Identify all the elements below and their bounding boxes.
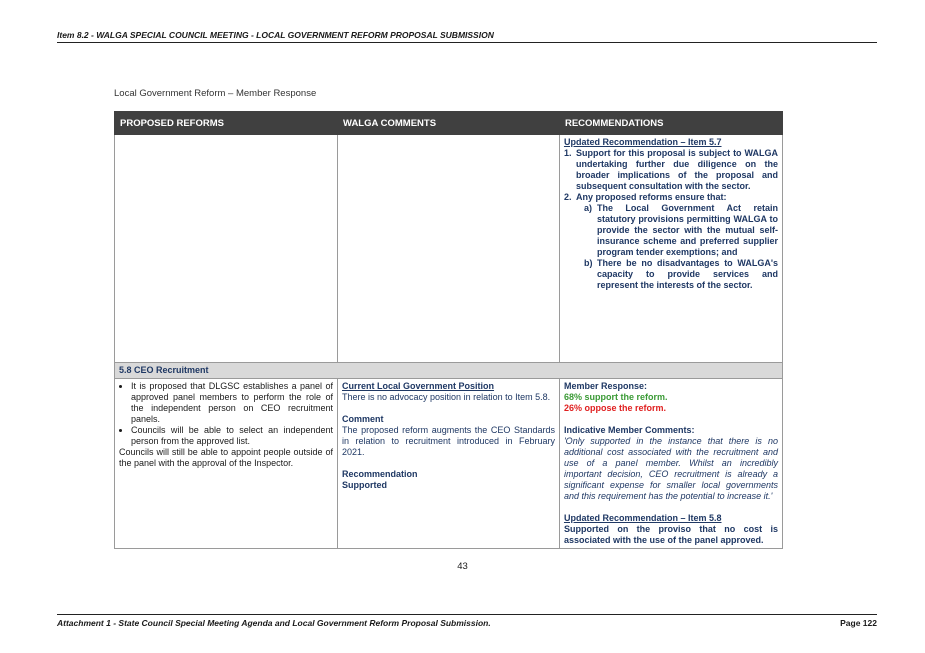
member-response-heading: Member Response: [563, 381, 647, 391]
rec-item-1-text: Support for this proposal is subject to WALGA undertaking further due diligence on the broader implications of the proposal and subsequent consultation with the sector. [575, 148, 778, 191]
footer-page-label: Page 122 [840, 618, 877, 628]
updated-recommendation-5-8-heading: Updated Recommendation – Item 5.8 [563, 513, 722, 523]
section-title: 5.8 CEO Recruitment [115, 363, 783, 379]
header-recommendations: RECOMMENDATIONS [559, 112, 782, 135]
reform-table [114, 111, 783, 549]
indicative-comments-heading: Indicative Member Comments: [563, 425, 695, 435]
page-subtitle: Local Government Reform – Member Response [114, 88, 317, 99]
page-number: 43 [457, 561, 468, 572]
comment-text: The proposed reform augments the CEO Standards in relation to recruitment introduced in February 2021. [342, 425, 555, 457]
comment-heading: Comment [342, 414, 384, 424]
rec-item-2-text: Any proposed reforms ensure that: [575, 192, 727, 202]
reform-bullet-list [119, 381, 333, 447]
row1-reforms-cell [115, 135, 338, 363]
support-percentage: 68% support the reform. [563, 392, 668, 402]
row2-recommendations-cell [559, 379, 782, 549]
rec-sub-b-text: There be no disadvantages to WALGA's capacity to provide services and represent the interests of the sector. [596, 258, 778, 290]
updated-recommendation-5-7-heading: Updated Recommendation – Item 5.7 [563, 137, 722, 147]
row2-reforms-cell [115, 379, 338, 549]
header-proposed-reforms: PROPOSED REFORMS [115, 112, 338, 135]
row1-recommendations-cell [559, 135, 782, 363]
rec-sub-b [564, 258, 778, 291]
rec-item-1 [564, 148, 778, 192]
reform-bullet-2: • Councils will be able to select an independent person from the approved list. [131, 425, 333, 447]
indicative-comments-text: 'Only supported in the instance that there is no additional cost associated with the recruitment and use of a panel member. Whilst an incredibly important decision, CEO recruitment is already a significant expense for smaller local governments and this requirement has the potential to increase it.' [563, 436, 778, 501]
rec-sub-a-text: The Local Government Act retain statutory provisions permitting WALGA to provide the sector with the mutual self-insurance scheme and preferred supplier program tender exemptions; and [596, 203, 778, 257]
section-row-5-8 [115, 363, 783, 379]
current-position-heading: Current Local Government Position [342, 381, 495, 391]
updated-recommendation-5-8-text: Supported on the proviso that no cost is associated with the use of the panel approved. [563, 524, 778, 545]
rec-item-2 [564, 192, 778, 203]
rec-item-2-number: 2. [563, 192, 572, 202]
recommendation-heading: Recommendation [342, 469, 418, 479]
rec-sub-a [564, 203, 778, 258]
table-row [115, 135, 783, 363]
footer-attachment-text: Attachment 1 - State Council Special Meeting Agenda and Local Government Reform Proposal Submission. [57, 618, 491, 628]
reform-bullet-1: • It is proposed that DLGSC establishes a panel of approved panel members to perform the role of the independent person on CEO recruitment panels. [131, 381, 333, 425]
row2-comments-cell [338, 379, 560, 549]
reform-paragraph: Councils will still be able to appoint people outside of the panel with the approval of the Inspector. [119, 447, 333, 468]
current-position-text: There is no advocacy position in relation to Item 5.8. [342, 392, 551, 402]
rec-sub-a-marker: a) [583, 203, 592, 213]
table-row [115, 379, 783, 549]
document-footer [57, 614, 877, 628]
table-header-row [115, 112, 783, 135]
recommendation-text: Supported [342, 480, 387, 490]
header-walga-comments: WALGA COMMENTS [338, 112, 560, 135]
oppose-percentage: 26% oppose the reform. [563, 403, 666, 413]
row1-comments-cell [338, 135, 560, 363]
document-header: Item 8.2 - WALGA SPECIAL COUNCIL MEETING - LOCAL GOVERNMENT REFORM PROPOSAL SUBMISSION [57, 30, 877, 43]
rec-item-1-number: 1. [563, 148, 572, 158]
rec-sub-b-marker: b) [583, 258, 593, 268]
